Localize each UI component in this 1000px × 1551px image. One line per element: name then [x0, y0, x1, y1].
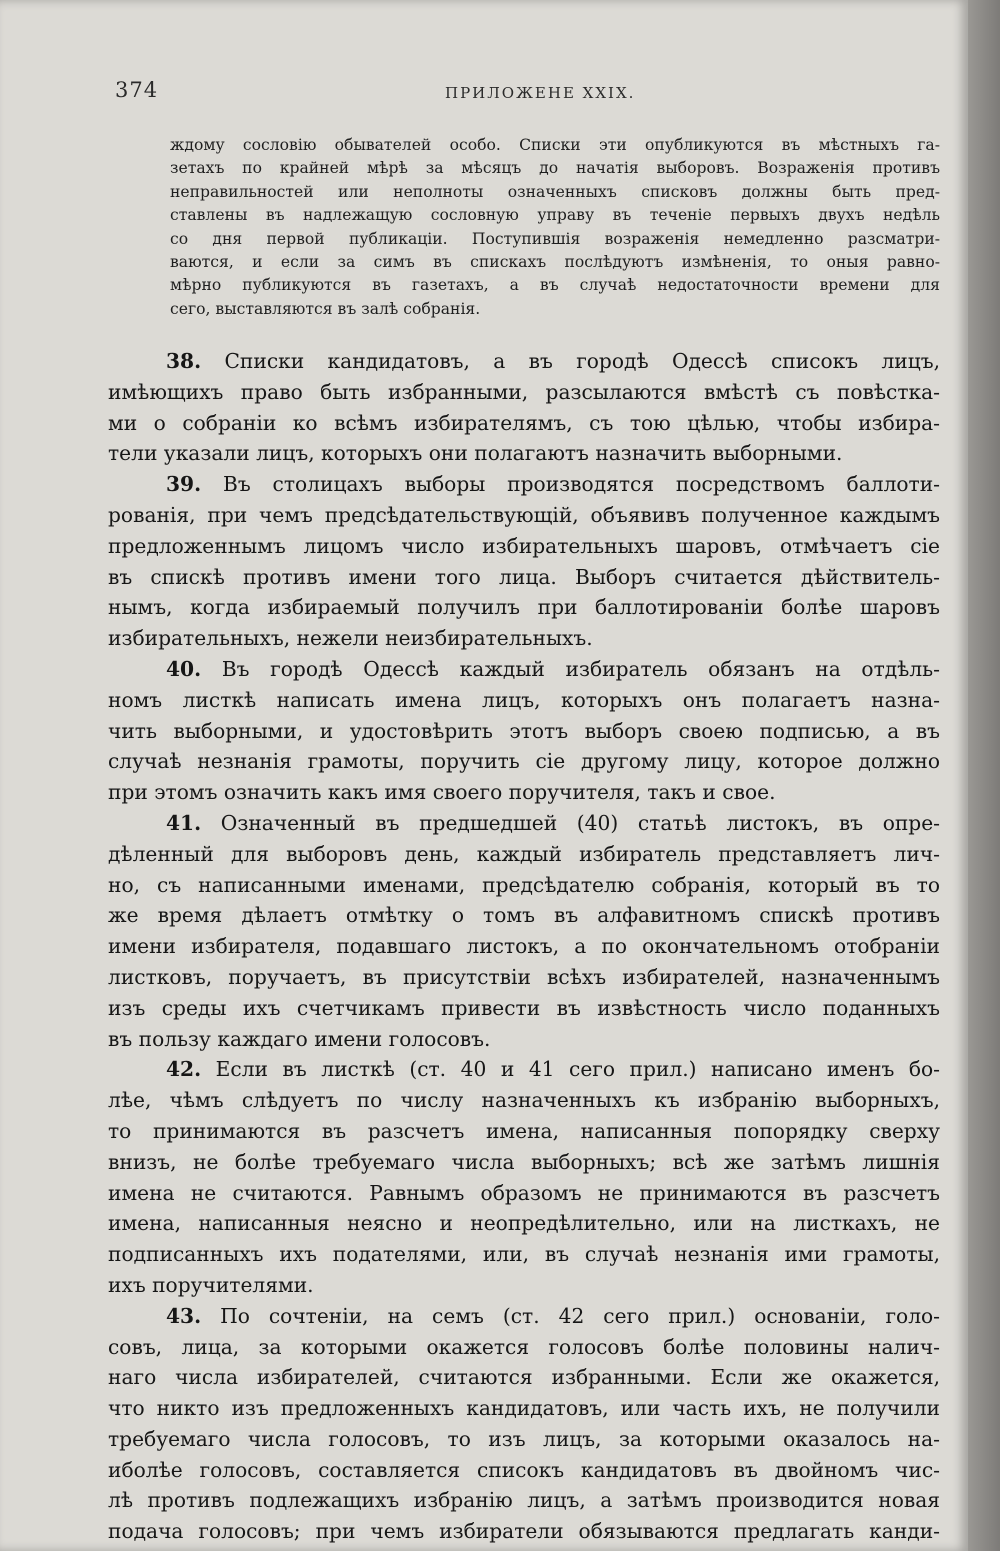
- article-number: 39.: [166, 472, 202, 497]
- article-number: 38.: [166, 349, 202, 373]
- text-line: со дня первой публикаціи. Поступившія возраженія немедленно разсматри-: [170, 229, 940, 248]
- text-line: подача голосовъ; при чемъ избиратели обязываются предлагать канди-: [108, 1519, 940, 1544]
- adjacent-page-edge: [968, 0, 1000, 1551]
- text-line: но, съ написанными именами, предсѣдателю собранія, который въ то: [108, 872, 940, 897]
- text-line: нымъ, когда избираемый получилъ при баллотированіи болѣе шаровъ: [108, 595, 940, 620]
- text-line: имени избирателя, подавшаго листокъ, а по окончательномъ отобраніи: [108, 934, 940, 959]
- text-line: дѣленный для выборовъ день, каждый избиратель представляетъ лич-: [108, 841, 940, 866]
- articles: [108, 346, 940, 1547]
- text-line: имена, написанныя неясно и неопредѣлительно, или на листкахъ, не: [108, 1211, 940, 1236]
- text-line: ми о собраніи ко всѣмъ избирателямъ, съ тою цѣлью, чтобы избира-: [108, 410, 940, 435]
- article-41: [108, 808, 940, 1054]
- page-number: 374: [115, 78, 159, 102]
- text-line: иболѣе голосовъ, составляется списокъ кандидатовъ въ двойномъ чис-: [108, 1457, 940, 1482]
- text-line: тели указали лицъ, которыхъ они полагаютъ назначить выборными.: [108, 441, 843, 466]
- article-number: 40.: [166, 656, 202, 681]
- article-number: 41.: [166, 810, 202, 835]
- article-42: [108, 1054, 940, 1300]
- text-line: сего, выставляются въ залѣ собранія.: [170, 299, 481, 318]
- article-43: [108, 1301, 940, 1547]
- text-line: ихъ поручителями.: [108, 1272, 314, 1297]
- text-line: мѣрно публикуются въ газетахъ, а въ случаѣ недостаточности времени для: [170, 276, 940, 295]
- text-line: чить выборными, и удостовѣрить этотъ выборъ своею подписью, а въ: [108, 718, 940, 743]
- text-line: подписанныхъ ихъ подателями, или, въ случаѣ незнанія ими грамоты,: [108, 1242, 940, 1267]
- text-line: въ спискѣ противъ имени того лица. Выборъ считается дѣйствитель-: [108, 564, 940, 589]
- text-line: требуемаго числа голосовъ, то изъ лицъ, за которыми оказалось на-: [108, 1426, 940, 1451]
- text-line: предложеннымъ лицомъ число избирательныхъ шаровъ, отмѣчаетъ сіе: [108, 533, 940, 558]
- text-line: случаѣ незнанія грамоты, поручить сіе другому лицу, которое должно: [108, 749, 940, 774]
- text-line: Въ столицахъ выборы производятся посредствомъ баллоти-: [223, 472, 940, 497]
- text-line: избирательныхъ, нежели неизбирательныхъ.: [108, 626, 593, 651]
- text-line: листковъ, поручаетъ, въ присутствіи всѣхъ избирателей, назначеннымъ: [108, 964, 940, 989]
- text-line: то принимаются въ разсчетъ имена, написанныя попорядку сверху: [108, 1118, 940, 1143]
- text-line: изъ среды ихъ счетчикамъ привести въ извѣстность число поданныхъ: [108, 995, 940, 1020]
- text-line: Означенный въ предшедшей (40) статьѣ листокъ, въ опре-: [220, 810, 940, 835]
- article-39: [108, 469, 940, 654]
- continuation-paragraph: [170, 134, 940, 321]
- text-line: номъ листкѣ написать имена лицъ, которыхъ онъ полагаетъ назна-: [108, 687, 940, 712]
- text-line: ваются, и если за симъ въ спискахъ послѣдуютъ измѣненія, то оныя равно-: [170, 253, 940, 272]
- text-line: же время дѣлаетъ отмѣтку о томъ въ алфавитномъ спискѣ противъ: [108, 903, 940, 928]
- text-line: рованія, при чемъ предсѣдательствующій, объявивъ полученное каждымъ: [108, 502, 940, 527]
- text-line: имѣющихъ право быть избранными, разсылаются вмѣстѣ съ повѣстка-: [108, 379, 940, 404]
- text-line: лѣе, чѣмъ слѣдуетъ по числу назначенныхъ къ избранію выборныхъ,: [108, 1088, 940, 1113]
- text-line: зетахъ по крайней мѣрѣ за мѣсяцъ до начатія выборовъ. Возраженія противъ: [170, 159, 940, 178]
- article-number: 43.: [166, 1303, 202, 1328]
- article-40: [108, 654, 940, 808]
- article-38: [108, 346, 940, 469]
- text-line: при этомъ означить какъ имя своего поручителя, такъ и свое.: [108, 780, 776, 805]
- text-line: лѣ противъ подлежащихъ избранію лицъ, а затѣмъ производится новая: [108, 1488, 940, 1513]
- text-line: въ пользу каждаго имени голосовъ.: [108, 1026, 491, 1051]
- running-title: ПРИЛОЖЕНЕ XXIX.: [445, 84, 636, 102]
- text-line: Если въ листкѣ (ст. 40 и 41 сего прил.) написано именъ бо-: [215, 1057, 940, 1082]
- text-line: имена не считаются. Равнымъ образомъ не принимаются въ разсчетъ: [108, 1180, 940, 1205]
- text-line: внизъ, не болѣе требуемаго числа выборныхъ; всѣ же затѣмъ лишнія: [108, 1149, 940, 1174]
- text-line: наго числа избирателей, считаются избранными. Если же окажется,: [108, 1365, 940, 1390]
- article-number: 42.: [166, 1057, 202, 1082]
- page-header: [0, 78, 968, 108]
- text-line: неправильностей или неполноты означенныхъ списковъ должны быть пред-: [170, 182, 940, 201]
- text-line: Списки кандидатовъ, а въ городѣ Одессѣ списокъ лицъ,: [224, 349, 940, 373]
- text-line: совъ, лица, за которыми окажется голосовъ болѣе половины налич-: [108, 1334, 940, 1359]
- text-line: Въ городѣ Одессѣ каждый избиратель обязанъ на отдѣль-: [221, 656, 940, 681]
- text-line: что никто изъ предложенныхъ кандидатовъ, или часть ихъ, не получили: [108, 1396, 940, 1421]
- text-line: ставлены въ надлежащую сословную управу въ теченіе первыхъ двухъ недѣль: [170, 206, 940, 225]
- text-line: ждому сословію обывателей особо. Списки эти опубликуются въ мѣстныхъ га-: [170, 136, 940, 154]
- text-line: По сочтеніи, на семъ (ст. 42 сего прил.) основаніи, голо-: [220, 1303, 940, 1328]
